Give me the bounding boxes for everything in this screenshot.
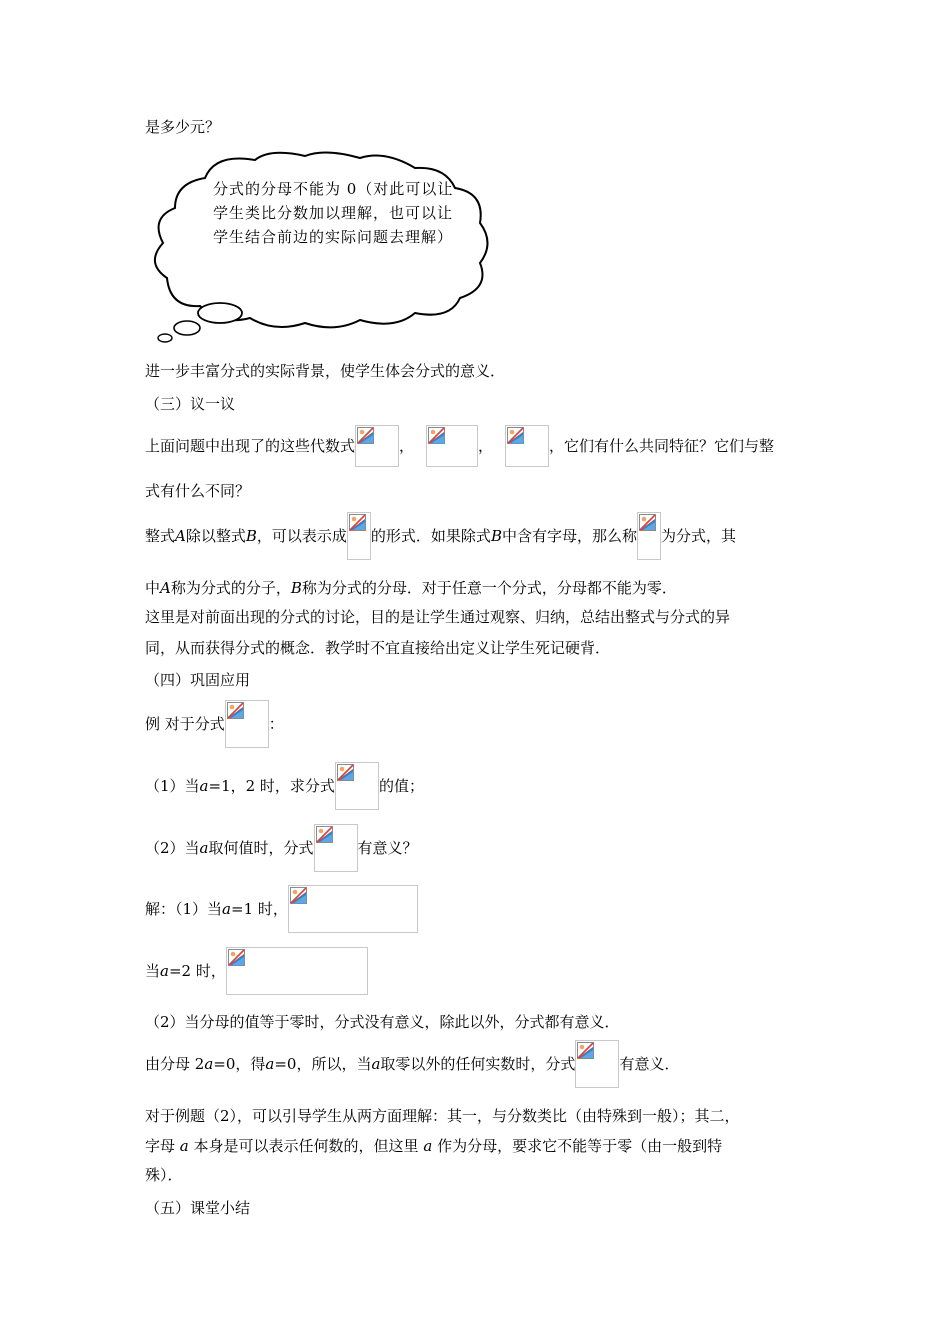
- formula-image: [355, 425, 399, 467]
- paragraph: 由分母 2a=0，得a=0，所以，当a取零以外的任何实数时，分式 有意义．: [145, 1040, 679, 1088]
- paragraph: 字母 a 本身是可以表示任何数的，但这里 a 作为分母，要求它不能等于零（由一般到特: [145, 1137, 723, 1155]
- broken-image-icon: [577, 1042, 594, 1059]
- example-line: （1）当a=1，2 时，求分式 的值；: [145, 762, 424, 810]
- paragraph: 进一步丰富分式的实际背景，使学生体会分式的意义．: [145, 362, 506, 380]
- paragraph: 中A称为分式的分子，B称为分式的分母．对于任意一个分式，分母都不能为零．: [145, 579, 677, 597]
- example-line: 例 对于分式 ：: [145, 700, 284, 748]
- broken-image-icon: [290, 887, 307, 904]
- paragraph: 是多少元？: [145, 118, 221, 136]
- solution-line: 解：（1）当a=1 时，: [145, 885, 418, 933]
- broken-image-icon: [228, 949, 245, 966]
- broken-image-icon: [349, 514, 366, 531]
- paragraph: 同，从而获得分式的概念．教学时不宜直接给出定义让学生死记硬背．: [145, 639, 611, 657]
- paragraph: 殊）．: [145, 1166, 183, 1184]
- example-line: （2）当a取何值时，分式 有意义？: [145, 824, 418, 872]
- broken-image-icon: [639, 514, 656, 531]
- formula-image: [575, 1040, 619, 1088]
- paragraph: 这里是对前面出现的分式的讨论，目的是让学生通过观察、归纳，总结出整式与分式的异: [145, 608, 731, 626]
- broken-image-icon: [227, 702, 244, 719]
- paragraph: 上面问题中出现了的这些代数式 ， ， ，它们有什么共同特征？它们与整: [145, 425, 774, 467]
- formula-image: [637, 512, 661, 560]
- paragraph: 式有什么不同？: [145, 482, 251, 500]
- formula-image: [288, 885, 418, 933]
- paragraph: 对于例题（2），可以引导学生从两方面理解：其一，与分数类比（由特殊到一般）；其二，: [145, 1107, 740, 1125]
- solution-line: 当a=2 时，: [145, 947, 368, 995]
- paragraph: （2）当分母的值等于零时，分式没有意义，除此以外，分式都有意义．: [145, 1013, 620, 1031]
- formula-image: [347, 512, 371, 560]
- formula-image: [225, 700, 269, 748]
- broken-image-icon: [357, 427, 374, 444]
- formula-image: [314, 824, 358, 872]
- section-heading: （五）课堂小结: [145, 1199, 251, 1217]
- paragraph: 整式A除以整式B，可以表示成 的形式．如果除式B中含有字母，那么称 为分式，其: [145, 512, 736, 560]
- cloud-text: 分式的分母不能为 0（对此可以让学生类比分数加以理解，也可以让学生结合前边的实际问题去理解）: [213, 180, 454, 246]
- broken-image-icon: [428, 427, 445, 444]
- formula-image: [226, 947, 368, 995]
- formula-image: [426, 425, 478, 467]
- broken-image-icon: [507, 427, 524, 444]
- broken-image-icon: [316, 826, 333, 843]
- broken-image-icon: [337, 764, 354, 781]
- section-heading: （三）议一议: [145, 395, 236, 413]
- section-heading: （四）巩固应用: [145, 671, 251, 689]
- formula-image: [335, 762, 379, 810]
- formula-image: [505, 425, 549, 467]
